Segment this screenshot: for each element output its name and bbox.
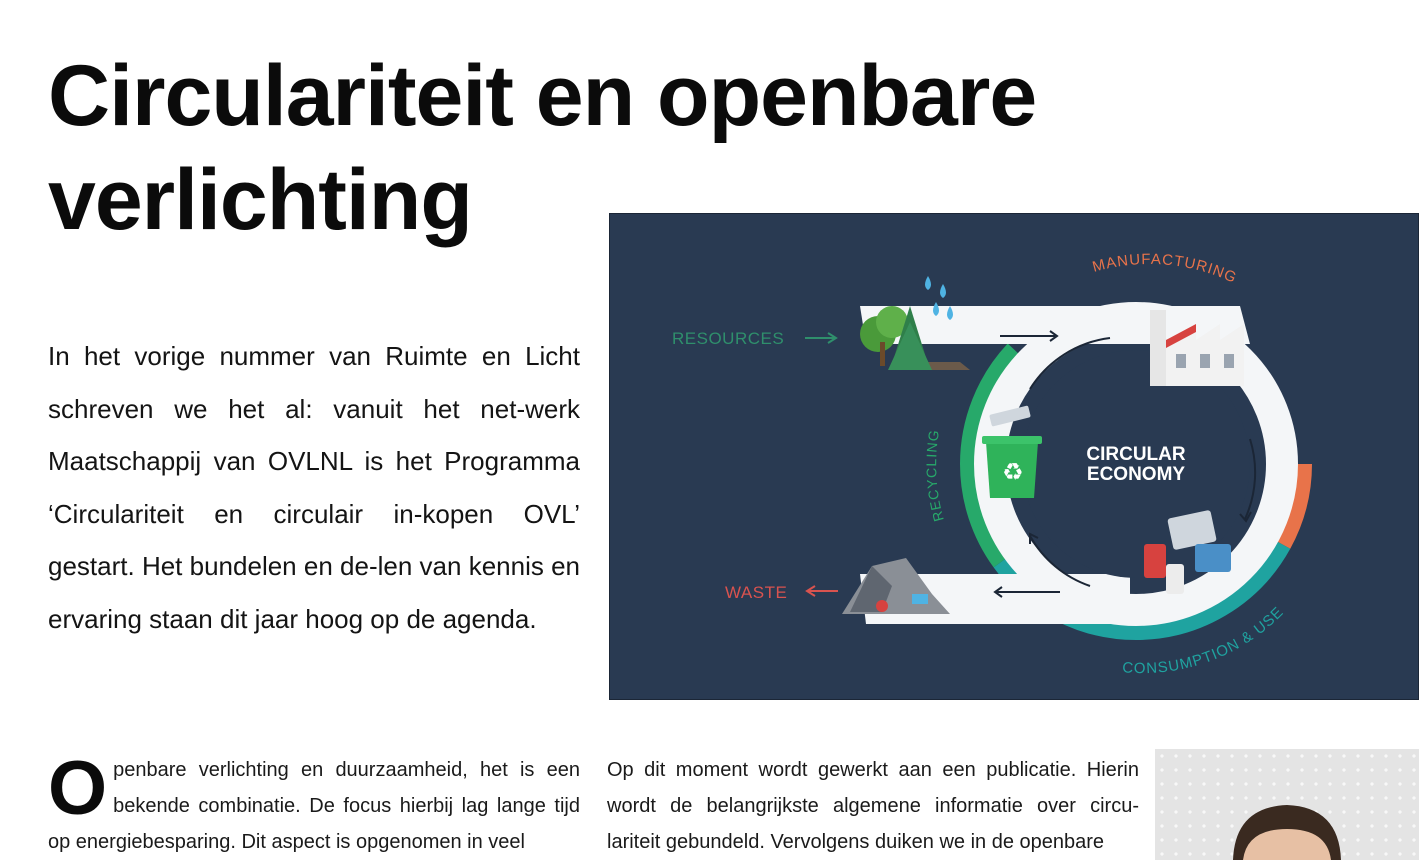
article-intro: In het vorige nummer van Ruimte en Licht schreven we het al: vanuit het net-werk Maatschappij van OVLNL is het Programma ‘Circulariteit en circulair in-kopen OVL’ gestart. Het bundelen en de-len van kennis en ervaring staan dit jaar hoog op de agenda. [48,341,580,634]
article-title: Circulariteit en openbare verlichting [48,48,1037,248]
body-column-2: Op dit moment wordt gewerkt aan een publicatie. Hierin wordt de belangrijkste algemene informatie over circu-lariteit gebundeld. Vervolgens duiken we in de openbare [607,759,1139,853]
consumption-label: CONSUMPTION & USE [1121,603,1288,678]
waste-label: WASTE [725,583,788,602]
drop-cap: O [48,746,108,831]
portrait-photo [1155,749,1419,860]
recycling-label: RECYCLING [923,428,947,524]
resources-label: RESOURCES [672,329,785,348]
body-column-1-text: penbare verlichting en duurzaamheid, het is een bekende combinatie. De focus hierbij lag lange tijd op energiebesparing. Dit aspect is opgenomen in veel [48,759,580,853]
svg-text:♻: ♻ [1002,458,1024,486]
circular-economy-illustration [609,213,1419,700]
resources-arrow-icon [805,333,836,343]
center-label-circular: CIRCULAR [1086,444,1186,465]
center-label-economy: ECONOMY [1086,464,1186,485]
waste-arrow-icon [807,586,838,596]
manufacturing-label: MANUFACTURING [1090,250,1240,287]
body-column-1 [48,746,580,860]
